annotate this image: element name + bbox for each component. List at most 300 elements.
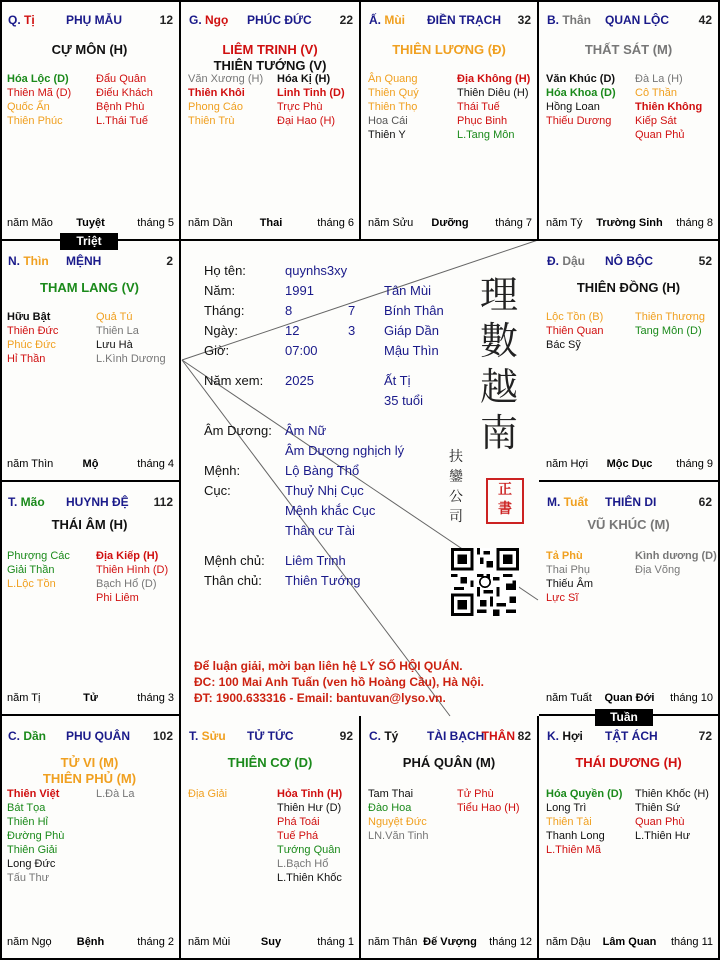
- minor-star: Thiên Thọ: [368, 101, 418, 113]
- palace-stage: Thai: [259, 217, 283, 229]
- minor-star: Đẩu Quân: [96, 73, 147, 85]
- palace-number: 2: [166, 254, 173, 268]
- thanchu-label: Thân chủ:: [204, 573, 262, 588]
- minor-star: Thiên Phúc: [7, 115, 63, 127]
- minor-star: Thiên Thương: [635, 311, 706, 323]
- palace-chi: Tuất: [563, 495, 589, 509]
- palace-year: năm Mùi: [188, 936, 231, 948]
- palace-year: năm Tuất: [546, 692, 592, 704]
- month-solar: 8: [285, 303, 293, 318]
- main-star: TỬ VI (M): [60, 755, 119, 770]
- palace-can: C.: [369, 729, 385, 743]
- cuc-note-1: Mệnh khắc Cục: [285, 503, 376, 518]
- name-label: Họ tên:: [204, 263, 246, 278]
- name-value: quynhs3xy: [285, 263, 348, 278]
- main-stars: [0, 755, 179, 787]
- palace-header: [189, 729, 353, 745]
- minor-stars-right: [457, 787, 520, 815]
- minor-star: Quan Phù: [635, 816, 685, 828]
- palace-month: tháng 7: [495, 217, 532, 229]
- palace-can: B.: [547, 13, 563, 27]
- palace-year: năm Sửu: [368, 217, 414, 229]
- minor-star: Tử Phù: [457, 788, 494, 800]
- main-stars: [0, 42, 179, 58]
- minor-star: Phượng Các: [7, 550, 70, 562]
- palace-header: [8, 729, 173, 745]
- thanchu-value: Thiên Tướng: [285, 573, 361, 588]
- palace-number: 62: [698, 495, 712, 509]
- cuc-value: Thuỷ Nhị Cục: [285, 483, 364, 498]
- amduong-label: Âm Dương:: [204, 423, 272, 438]
- minor-star: Thiên Hư (D): [277, 802, 342, 814]
- palace-footer: [188, 936, 354, 950]
- minor-star: Lưu Hà: [96, 339, 133, 351]
- minor-star: Hoa Cái: [368, 115, 408, 127]
- minor-star: Hỉ Thần: [7, 353, 46, 365]
- palace-name: PHÚC ĐỨC: [247, 13, 312, 27]
- palace-footer: [546, 692, 713, 706]
- palace-stage: Quan Đới: [604, 692, 655, 704]
- palace-canchi: [189, 13, 228, 27]
- minor-star: L.Lộc Tồn: [7, 578, 56, 590]
- palace-year: năm Tý: [546, 217, 583, 229]
- main-stars: [539, 42, 718, 58]
- palace-name: QUAN LỘC: [605, 13, 669, 27]
- palace-year: năm Tị: [7, 692, 41, 704]
- minor-star: Hữu Bật: [7, 311, 51, 323]
- palace-stage: Trường Sinh: [596, 217, 663, 229]
- palace-canchi: [8, 495, 45, 509]
- day-lunar: 3: [348, 323, 356, 338]
- main-star: THẤT SÁT (M): [584, 42, 673, 57]
- palace-year: năm Thìn: [7, 458, 54, 470]
- palace-month: tháng 11: [670, 936, 713, 948]
- palace-year: năm Thân: [368, 936, 418, 948]
- palace-name: TỬ TỨC: [247, 729, 294, 743]
- palace-name: HUYNH ĐỆ: [66, 495, 129, 509]
- minor-star: Văn Khúc (D): [546, 73, 616, 85]
- minor-stars-left: [546, 787, 622, 857]
- minor-stars-left: [546, 310, 603, 352]
- minor-star: Thiên Đức: [7, 325, 59, 337]
- minor-star: Phá Toái: [277, 816, 320, 828]
- palace-canchi: [8, 254, 49, 268]
- minor-star: Bệnh Phù: [96, 101, 145, 113]
- stamp-char: 正: [498, 481, 512, 497]
- palace-month: tháng 2: [137, 936, 174, 948]
- minor-star: Thiên Hình (D): [96, 564, 169, 576]
- minor-star: Thiên Trù: [188, 115, 235, 127]
- main-stars: [181, 42, 359, 74]
- minor-star: Thiên Quan: [546, 325, 604, 337]
- minor-star: Hóa Lộc (D): [7, 73, 69, 85]
- palace-nô-bộc[interactable]: [539, 241, 720, 482]
- palace-huynh-đệ[interactable]: [0, 482, 181, 716]
- palace-month: tháng 10: [670, 692, 713, 704]
- minor-stars-right: [635, 310, 705, 338]
- minor-star: Tấu Thư: [7, 872, 50, 884]
- palace-header: [189, 13, 353, 29]
- palace-name: ĐIỀN TRẠCH: [427, 13, 501, 27]
- main-star: THIÊN PHỦ (M): [42, 771, 137, 786]
- minor-stars-left: [7, 787, 64, 885]
- minor-stars-left: [7, 310, 58, 366]
- main-star: LIÊM TRINH (V): [222, 42, 318, 57]
- palace-number: 112: [153, 495, 173, 509]
- minor-star: Phúc Đức: [7, 339, 56, 351]
- palace-number: 82: [517, 729, 531, 743]
- minor-star: Hỏa Tinh (H): [277, 788, 343, 800]
- minor-star: Nguyệt Đức: [368, 816, 427, 828]
- palace-name: PHU QUÂN: [66, 729, 131, 743]
- calligraphy-small-char: 公: [449, 489, 463, 505]
- main-stars: [539, 755, 718, 771]
- minor-star: Hóa Khoa (D): [546, 87, 616, 99]
- main-stars: [0, 517, 179, 533]
- minor-stars-left: [188, 787, 227, 801]
- palace-number: 102: [152, 729, 173, 743]
- minor-star: Đường Phù: [7, 830, 65, 842]
- palace-chi: Dần: [23, 729, 47, 743]
- main-stars: [361, 755, 537, 771]
- minor-stars-right: [96, 787, 135, 801]
- minor-star: Thiên Y: [368, 129, 406, 141]
- minor-star: Linh Tinh (D): [277, 87, 345, 99]
- palace-canchi: [547, 495, 588, 509]
- palace-quan-lộc[interactable]: [539, 0, 720, 241]
- minor-star: L.Tang Môn: [457, 129, 515, 141]
- minor-star: Thiên Giải: [7, 844, 58, 856]
- palace-name: NÔ BỘC: [605, 254, 653, 268]
- minor-star: Tướng Quân: [277, 844, 341, 856]
- main-star: THAM LANG (V): [40, 280, 139, 295]
- palace-header: [8, 495, 173, 511]
- palace-chi: Mùi: [384, 13, 406, 27]
- minor-stars-right: [635, 549, 717, 577]
- palace-stage: Đế Vượng: [423, 936, 477, 948]
- minor-star: L.Thiên Khốc: [277, 872, 342, 884]
- minor-star: Ân Quang: [368, 73, 418, 85]
- month-canchi: Bính Thân: [384, 303, 444, 318]
- than-marker: THÂN: [481, 729, 515, 743]
- age-value: 35 tuổi: [384, 393, 424, 408]
- palace-name: MỆNH: [66, 254, 102, 268]
- qr-code-icon[interactable]: [451, 548, 519, 616]
- palace-canchi: [8, 729, 46, 743]
- contact-line-2: ĐC: 100 Mai Anh Tuấn (ven hồ Hoàng Cầu), Hà Nội.: [194, 675, 485, 689]
- palace-number: 32: [517, 13, 531, 27]
- minor-star: Thiên La: [96, 325, 139, 337]
- palace-chi: Ngọ: [205, 13, 229, 27]
- cuc-label: Cục:: [204, 483, 231, 498]
- palace-can: C.: [8, 729, 24, 743]
- palace-tài-bạch[interactable]: [361, 716, 539, 960]
- main-star: THIÊN TƯỚNG (V): [213, 58, 327, 73]
- minor-stars-right: [635, 787, 709, 843]
- palace-canchi: [369, 729, 398, 743]
- palace-stage: Mộ: [82, 458, 99, 470]
- minor-star: Thiên Khôi: [188, 87, 245, 99]
- palace-name: THIÊN DI: [605, 495, 657, 509]
- minor-star: Quả Tú: [96, 311, 133, 323]
- calligraphy-small: [449, 447, 465, 527]
- calligraphy-char: 理: [479, 273, 518, 317]
- palace-number: 92: [339, 729, 353, 743]
- main-stars: [181, 755, 359, 771]
- palace-footer: [368, 936, 532, 950]
- minor-star: Đại Hao (H): [277, 115, 336, 127]
- main-stars: [539, 517, 718, 533]
- minor-star: Long Trì: [546, 802, 587, 814]
- year-canchi: Tân Mùi: [384, 283, 431, 298]
- minor-star: Thiên Mã (D): [7, 87, 72, 99]
- minor-star: Địa Không (H): [457, 73, 531, 85]
- palace-footer: [7, 458, 174, 472]
- palace-điền-trạch[interactable]: [361, 0, 539, 241]
- palace-month: tháng 12: [489, 936, 532, 948]
- minor-star: L.Thiên Hư: [635, 830, 691, 842]
- minor-star: Thiên Tài: [546, 816, 592, 828]
- minor-star: L.Kình Dương: [96, 353, 166, 365]
- minor-star: Thiếu Âm: [546, 578, 594, 590]
- palace-stage: Mộc Dục: [606, 458, 653, 470]
- palace-year: năm Dần: [188, 217, 233, 229]
- minor-star: Thiên Hỉ: [7, 816, 48, 828]
- minor-star: Tang Môn (D): [635, 325, 702, 337]
- palace-footer: [368, 217, 532, 231]
- minor-star: Quan Phủ: [635, 129, 685, 141]
- palace-can: M.: [547, 495, 564, 509]
- minor-star: Giải Thần: [7, 564, 55, 576]
- main-star: THIÊN ĐỒNG (H): [576, 280, 681, 295]
- minor-star: Bát Tọa: [7, 802, 46, 814]
- palace-month: tháng 9: [676, 458, 713, 470]
- palace-year: năm Dậu: [546, 936, 591, 948]
- minor-star: Kiếp Sát: [635, 115, 677, 127]
- palace-chi: Mão: [20, 495, 45, 509]
- palace-stage: Suy: [260, 936, 282, 948]
- palace-chi: Tý: [384, 729, 399, 743]
- palace-number: 72: [698, 729, 712, 743]
- minor-stars-left: [7, 72, 71, 128]
- year-solar: 1991: [285, 283, 314, 298]
- minor-star: Tả Phù: [546, 550, 583, 562]
- minor-star: Đào Hoa: [368, 802, 412, 814]
- main-star: THIÊN LƯƠNG (Đ): [392, 42, 506, 57]
- palace-chi: Thìn: [23, 254, 49, 268]
- minor-stars-right: [635, 72, 702, 142]
- minor-star: Thai Phụ: [546, 564, 591, 576]
- palace-number: 22: [339, 13, 353, 27]
- minor-star: L.Bạch Hổ: [277, 858, 329, 870]
- minor-star: Long Đức: [7, 858, 56, 870]
- month-label: Tháng:: [204, 303, 245, 318]
- palace-name: TÀI BẠCH: [427, 729, 485, 743]
- year-label: Năm:: [204, 283, 236, 298]
- day-canchi: Giáp Dần: [384, 323, 439, 338]
- palace-month: tháng 4: [137, 458, 174, 470]
- palace-can: Ấ.: [369, 13, 385, 27]
- palace-tật-ách[interactable]: [539, 716, 720, 960]
- palace-number: 12: [159, 13, 173, 27]
- minor-star: Thiên Quý: [368, 87, 419, 99]
- palace-can: T.: [189, 729, 202, 743]
- main-star: THÁI DƯƠNG (H): [575, 755, 682, 770]
- minor-star: Tuế Phá: [277, 830, 319, 842]
- palace-canchi: [8, 13, 35, 27]
- red-seal-stamp: [486, 478, 524, 524]
- minor-star: Thiên Diêu (H): [457, 87, 529, 99]
- palace-header: [547, 729, 712, 745]
- minor-star: Thiên Khốc (H): [635, 788, 709, 800]
- minor-stars-right: [277, 72, 345, 128]
- minor-star: Hồng Loan: [546, 101, 600, 113]
- calligraphy-logo: [470, 272, 528, 456]
- palace-canchi: [189, 729, 226, 743]
- viewyear-value: 2025: [285, 373, 314, 388]
- main-star: THÁI ÂM (H): [51, 517, 128, 532]
- palace-header: [369, 13, 531, 29]
- minor-star: LN.Văn Tinh: [368, 830, 429, 842]
- minor-star: Phong Cáo: [188, 101, 244, 113]
- palace-canchi: [547, 13, 591, 27]
- palace-year: năm Hợi: [546, 458, 589, 470]
- palace-can: Đ.: [547, 254, 563, 268]
- day-label: Ngày:: [204, 323, 238, 338]
- minor-stars-right: [277, 787, 342, 885]
- palace-name: TẬT ÁCH: [605, 729, 658, 743]
- minor-star: Địa Võng: [635, 564, 681, 576]
- minor-star: Lực Sĩ: [546, 592, 579, 604]
- viewyear-label: Năm xem:: [204, 373, 264, 388]
- minor-star: Thanh Long: [546, 830, 605, 842]
- minor-stars-right: [96, 72, 153, 128]
- palace-month: tháng 1: [317, 936, 354, 948]
- palace-canchi: [547, 729, 583, 743]
- minor-star: Thiên Việt: [7, 788, 60, 800]
- palace-stage: Lâm Quan: [602, 936, 657, 948]
- palace-header: [547, 254, 712, 270]
- palace-footer: [7, 217, 174, 231]
- minor-star: Hóa Kị (H): [277, 73, 331, 85]
- palace-canchi: [547, 254, 585, 268]
- cuc-note-2: Thân cư Tài: [285, 523, 355, 538]
- palace-mệnh[interactable]: [0, 241, 181, 482]
- minor-star: Phục Binh: [457, 115, 508, 127]
- main-stars: [0, 280, 179, 296]
- calligraphy-small-char: 扶: [449, 449, 463, 465]
- palace-can: K.: [547, 729, 563, 743]
- palace-year: năm Ngọ: [7, 936, 52, 948]
- hour-label: Giờ:: [204, 343, 230, 358]
- calligraphy-char: 越: [479, 365, 518, 409]
- palace-footer: [7, 936, 174, 950]
- palace-month: tháng 3: [137, 692, 174, 704]
- menhchu-value: Liêm Trinh: [285, 553, 346, 568]
- palace-chi: Sửu: [201, 729, 226, 743]
- main-star: VŨ KHÚC (M): [587, 517, 670, 532]
- palace-header: [8, 13, 173, 29]
- palace-header: [547, 495, 712, 511]
- contact-line-3[interactable]: ĐT: 1900.633316 - Email: bantuvan@lyso.vn.: [194, 691, 446, 705]
- minor-star: Điếu Khách: [96, 87, 153, 99]
- palace-thiên-di[interactable]: [539, 482, 720, 716]
- minor-star: Tiểu Hao (H): [457, 802, 520, 814]
- palace-month: tháng 6: [317, 217, 354, 229]
- minor-star: Lộc Tồn (B): [546, 311, 604, 323]
- minor-star: Quốc Ấn: [7, 101, 50, 113]
- minor-stars-right: [96, 549, 168, 605]
- minor-stars-right: [457, 72, 530, 142]
- minor-star: Kình dương (D): [635, 550, 717, 562]
- palace-stage: Dưỡng: [431, 217, 469, 229]
- palace-can: G.: [189, 13, 206, 27]
- palace-header: [369, 729, 531, 745]
- palace-can: N.: [8, 254, 24, 268]
- minor-star: L.Thiên Mã: [546, 844, 602, 856]
- calligraphy-small-char: 鑾: [449, 469, 463, 485]
- stamp-char: 書: [498, 500, 512, 516]
- minor-stars-left: [546, 72, 616, 128]
- minor-star: Hóa Quyền (D): [546, 788, 623, 800]
- palace-footer: [546, 936, 713, 950]
- palace-can: Q.: [8, 13, 25, 27]
- palace-number: 52: [698, 254, 712, 268]
- minor-star: Thiếu Dương: [546, 115, 612, 127]
- minor-star: Cô Thần: [635, 87, 677, 99]
- minor-star: Bác Sỹ: [546, 339, 581, 351]
- minor-star: Đà La (H): [635, 73, 683, 85]
- palace-month: tháng 5: [137, 217, 174, 229]
- minor-stars-right: [96, 310, 166, 366]
- minor-stars-left: [368, 72, 419, 142]
- palace-canchi: [369, 13, 405, 27]
- palace-stage: Tuyệt: [76, 217, 105, 229]
- menh-label: Mệnh:: [204, 463, 241, 478]
- main-star: THIÊN CƠ (D): [227, 755, 313, 770]
- palace-stage: Tử: [83, 692, 98, 704]
- viewyear-canchi: Ất Tị: [384, 373, 411, 388]
- minor-stars-left: [7, 549, 70, 591]
- palace-phụ-mẫu[interactable]: [0, 0, 181, 241]
- palace-chi: Tị: [24, 13, 35, 27]
- main-stars: [539, 280, 718, 296]
- palace-month: tháng 8: [676, 217, 713, 229]
- day-solar: 12: [285, 323, 300, 338]
- month-lunar: 7: [348, 303, 356, 318]
- palace-can: T.: [8, 495, 21, 509]
- hour-value: 07:00: [285, 343, 318, 358]
- palace-year: năm Mão: [7, 217, 53, 229]
- calligraphy-char: 數: [479, 319, 518, 363]
- contact-line-1: Để luận giải, mời bạn liên hệ LÝ SỐ HỘI QUÁN.: [194, 659, 463, 673]
- minor-star: Địa Giải: [188, 788, 228, 800]
- minor-stars-left: [188, 72, 263, 128]
- minor-stars-left: [546, 549, 593, 605]
- menh-value: Lộ Bàng Thổ: [285, 463, 360, 478]
- palace-phu-quân[interactable]: [0, 716, 181, 960]
- amduong-value: Âm Nữ: [285, 423, 327, 438]
- palace-footer: [188, 217, 354, 231]
- main-star: CỰ MÔN (H): [51, 42, 128, 57]
- palace-phúc-đức[interactable]: [181, 0, 361, 241]
- palace-name: PHỤ MẪU: [66, 13, 122, 27]
- minor-star: Thiên Sứ: [635, 802, 681, 814]
- minor-stars-left: [368, 787, 429, 843]
- minor-star: Tam Thai: [368, 788, 414, 800]
- palace-tử-tức[interactable]: [181, 716, 361, 960]
- calligraphy-char: 南: [479, 411, 518, 455]
